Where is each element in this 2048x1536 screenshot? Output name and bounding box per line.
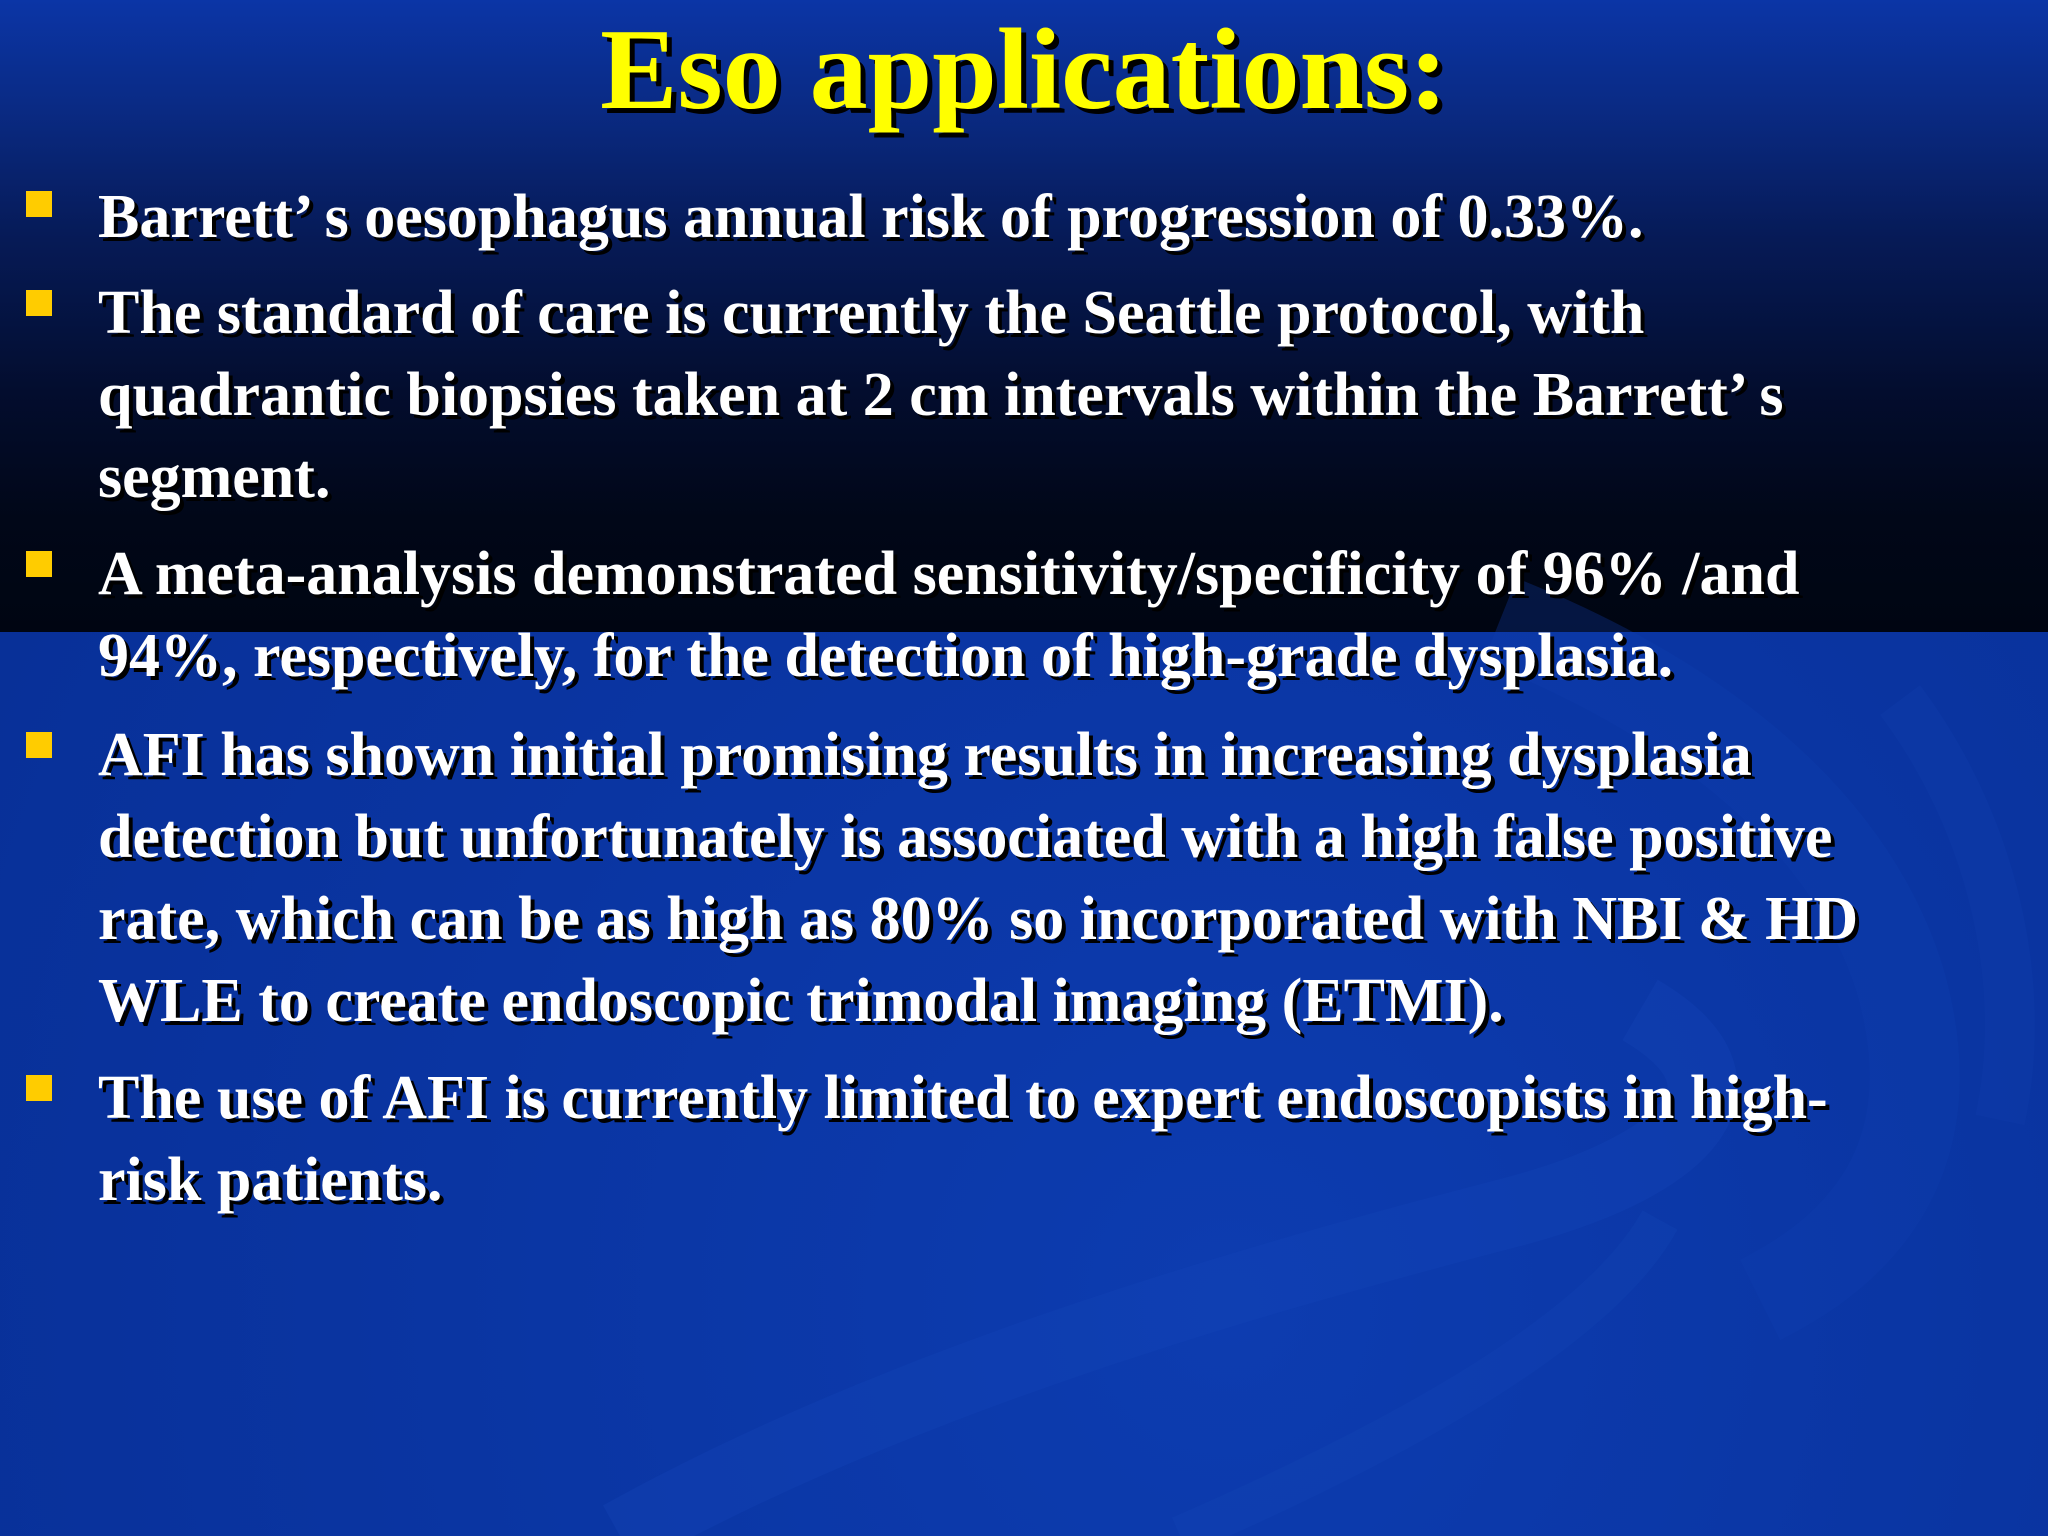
square-bullet-icon [26, 551, 52, 577]
slide-title: Eso applications: [600, 6, 1448, 134]
bullet-line: AFI has shown initial promising results in increasing dysplasia [98, 721, 1752, 789]
square-bullet-icon [26, 1075, 52, 1101]
bullet-line: 94%, respectively, for the detection of high-grade dysplasia. [98, 622, 1674, 690]
square-bullet-icon [26, 290, 52, 316]
bullet-line: detection but unfortunately is associated with a high false positive [98, 803, 1833, 871]
bullet-text [98, 714, 2038, 1042]
bullet-line: quadrantic biopsies taken at 2 cm intervals within the Barrett’ s [98, 361, 1784, 429]
bullet-text [98, 533, 2038, 697]
bullet-text [98, 176, 2038, 258]
bullet-text [98, 272, 2038, 518]
bullet-line: risk patients. [98, 1146, 443, 1214]
bullet-text [98, 1057, 2038, 1221]
bullet-line: WLE to create endoscopic trimodal imaging (ETMI). [98, 967, 1504, 1035]
bullet-line: The use of AFI is currently limited to expert endoscopists in high- [98, 1064, 1828, 1132]
bullet-line: rate, which can be as high as 80% so incorporated with NBI & HD [98, 885, 1859, 953]
square-bullet-icon [26, 732, 52, 758]
square-bullet-icon [26, 191, 52, 217]
bullet-line: Barrett’ s oesophagus annual risk of progression of 0.33%. [98, 183, 1644, 251]
bullet-line: segment. [98, 443, 331, 511]
bullet-line: The standard of care is currently the Seattle protocol, with [98, 279, 1645, 347]
bullet-line: A meta-analysis demonstrated sensitivity/specificity of 96% /and [98, 540, 1800, 608]
